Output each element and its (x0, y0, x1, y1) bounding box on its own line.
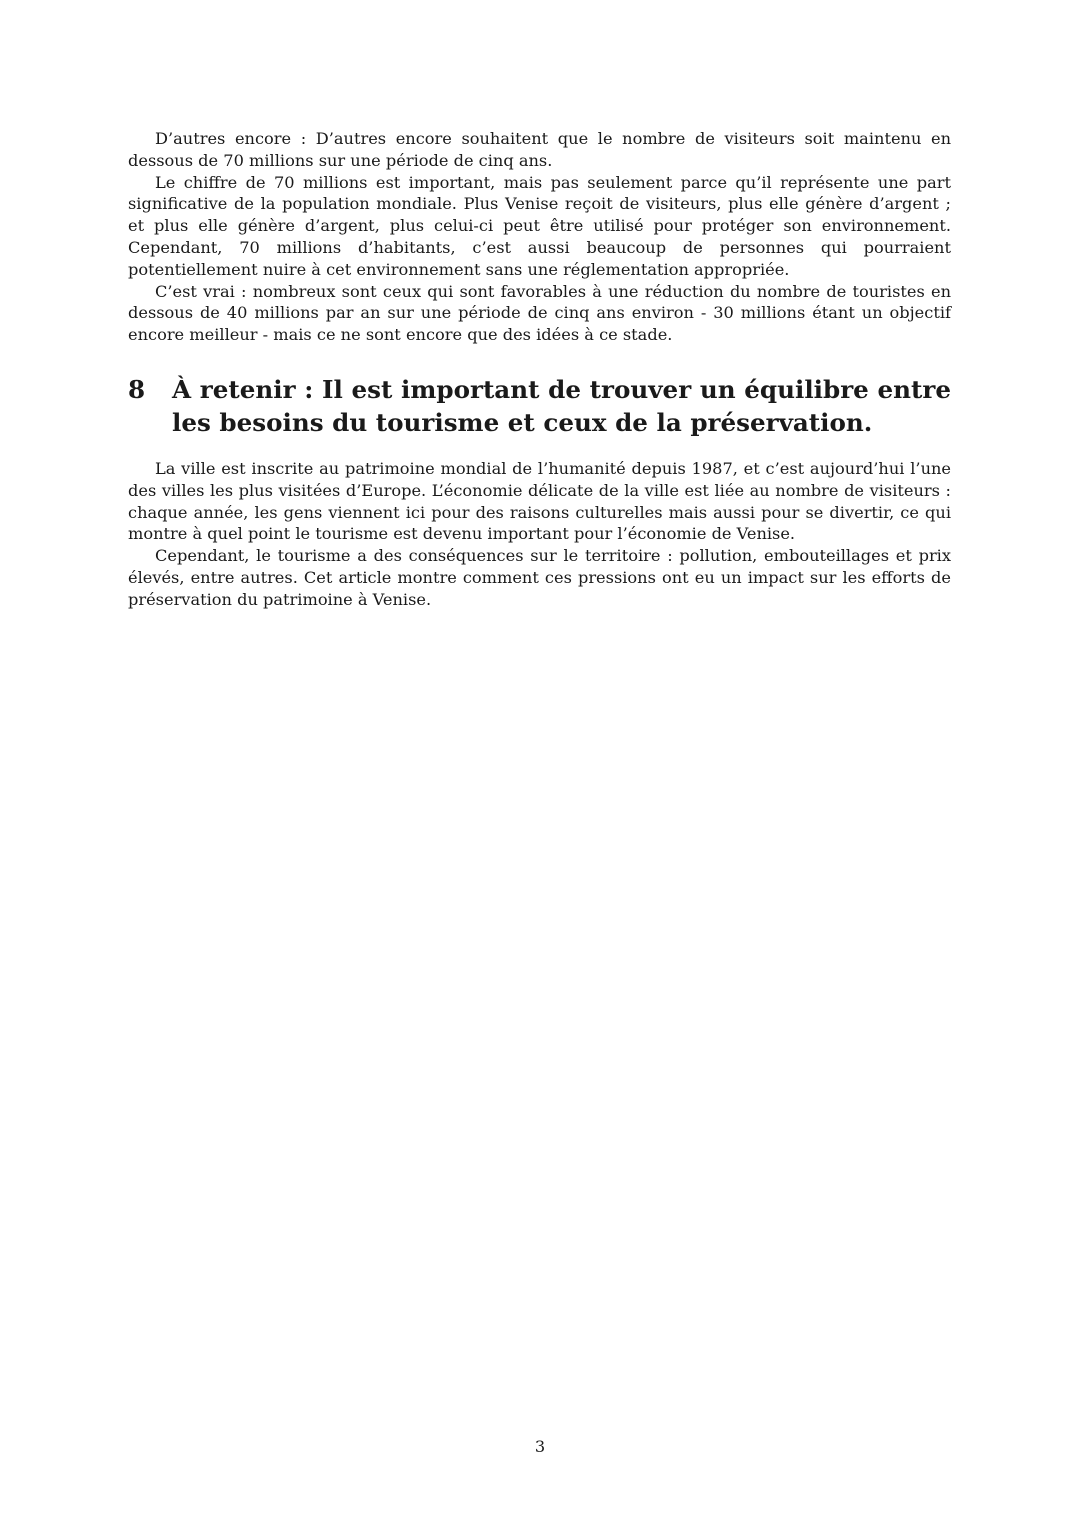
paragraph: C’est vrai : nombreux sont ceux qui sont favorables à une réduction du nombre de touristes en dessous de 40 millions par an sur une période de cinq ans environ - 30 millions étant un objectif encore meilleur - mais ce ne sont encore que des idées à ce stade. (128, 281, 951, 345)
paragraph: Le chiffre de 70 millions est important, mais pas seulement parce qu’il représente une part significative de la population mondiale. Plus Venise reçoit de visiteurs, plus elle génère d’argent ; et plus elle génère d’argent, plus celui-ci peut être utilisé pour protéger son environnement. Cependant, 70 millions d’habitants, c’est aussi beaucoup de personnes qui pourraient potentiellement nuire à cet environnement sans une réglementation appropriée. (128, 172, 951, 279)
paragraph: Cependant, le tourisme a des conséquences sur le territoire : pollution, embouteillages et prix élevés, entre autres. Cet article montre comment ces pressions ont eu un impact sur les efforts de préservation du patrimoine à Venise. (128, 546, 951, 609)
section-number: 8 (128, 374, 146, 404)
paragraph: D’autres encore : D’autres encore souhaitent que le nombre de visiteurs soit maintenu en dessous de 70 millions sur une période de cinq ans. (128, 129, 951, 170)
section-heading (128, 373, 951, 439)
page-number: 3 (534, 1437, 546, 1456)
section-title: À retenir : Il est important de trouver un équilibre entre les besoins du tourisme et ceux de la préservation. (172, 374, 951, 437)
document-page (128, 128, 951, 611)
paragraph: La ville est inscrite au patrimoine mondial de l’humanité depuis 1987, et c’est aujourd’hui l’une des villes les plus visitées d’Europe. L’économie délicate de la ville est liée au nombre de visiteurs : chaque année, les gens viennent ici pour des raisons culturelles mais aussi pour se divertir, ce qui montre à quel point le tourisme est devenu important pour l’économie de Venise. (128, 458, 951, 544)
